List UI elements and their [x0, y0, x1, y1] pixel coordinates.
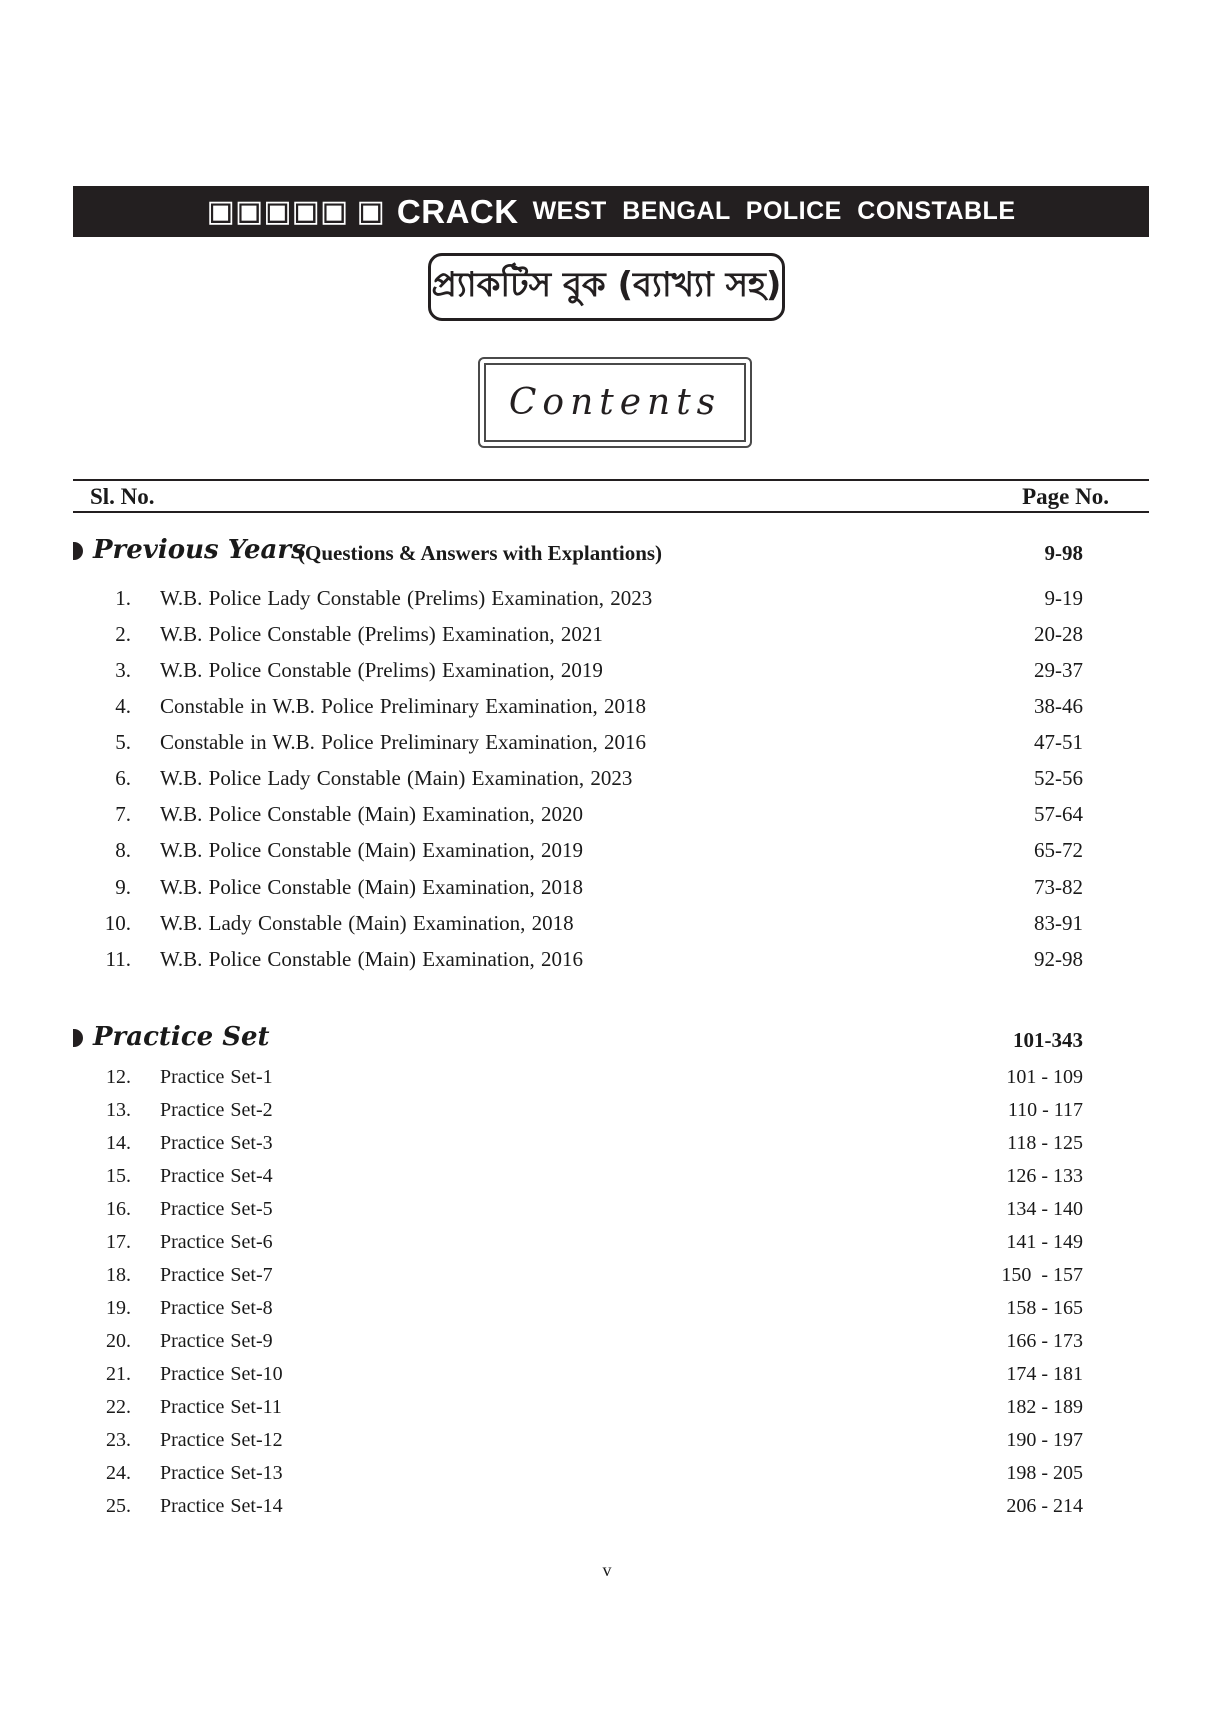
section-practice-set	[73, 1022, 1083, 1056]
entry-title: Practice Set-3	[160, 1132, 273, 1154]
entry-number: 13.	[106, 1099, 131, 1121]
entry-title: Practice Set-7	[160, 1264, 273, 1286]
bullet-icon	[73, 542, 83, 560]
entry-title: W.B. Police Constable (Prelims) Examination, 2019	[160, 658, 603, 682]
entry-title: Practice Set-2	[160, 1099, 273, 1121]
list-item	[73, 1429, 1083, 1459]
entry-number: 19.	[106, 1297, 131, 1319]
bullet-icon	[73, 1029, 83, 1047]
entry-title: W.B. Police Lady Constable (Prelims) Examination, 2023	[160, 586, 653, 610]
list-item	[73, 1132, 1083, 1162]
entry-number: 20.	[106, 1330, 131, 1352]
entry-title: Practice Set-1	[160, 1066, 273, 1088]
entry-number: 2.	[115, 622, 131, 646]
entry-pages: 29-37	[1034, 658, 1083, 682]
entry-pages: 118 - 125	[1007, 1132, 1083, 1154]
list-item	[73, 730, 1083, 760]
banner-rest: WEST BENGAL POLICE CONSTABLE	[532, 197, 1016, 225]
entry-title: Practice Set-4	[160, 1165, 273, 1187]
entry-title: Practice Set-9	[160, 1330, 273, 1352]
contents-frame	[478, 357, 752, 448]
header-serial: Sl. No.	[90, 484, 155, 509]
list-item	[73, 1363, 1083, 1393]
section-range: 9-98	[1044, 541, 1083, 565]
entry-pages: 141 - 149	[1006, 1231, 1083, 1253]
list-item	[73, 1297, 1083, 1327]
entry-number: 18.	[106, 1264, 131, 1286]
entry-title: Practice Set-6	[160, 1231, 273, 1253]
entry-pages: 73-82	[1034, 875, 1083, 899]
entry-title: Practice Set-10	[160, 1363, 283, 1385]
list-item	[73, 875, 1083, 905]
section-range: 101-343	[1013, 1028, 1083, 1052]
entry-pages: 38-46	[1034, 694, 1083, 718]
entry-pages: 52-56	[1034, 766, 1083, 790]
entry-pages: 158 - 165	[1006, 1297, 1083, 1319]
banner-crack: CRACK	[396, 192, 519, 230]
list-item	[73, 1165, 1083, 1195]
subtitle-box: প্র্যাকটিস বুক (ব্যাখ্যা সহ)	[428, 253, 785, 321]
entry-title: W.B. Police Constable (Main) Examination, 2016	[160, 947, 584, 971]
entry-pages: 110 - 117	[1007, 1099, 1083, 1121]
entry-number: 15.	[106, 1165, 131, 1187]
list-item	[73, 766, 1083, 796]
entry-title: Constable in W.B. Police Preliminary Examination, 2016	[160, 730, 647, 754]
entry-number: 22.	[106, 1396, 131, 1418]
list-item	[73, 1231, 1083, 1261]
list-item	[73, 1462, 1083, 1492]
entry-title: Practice Set-12	[160, 1429, 283, 1451]
entry-title: W.B. Police Constable (Prelims) Examination, 2021	[160, 622, 603, 646]
list-item	[73, 694, 1083, 724]
entry-pages: 206 - 214	[1006, 1495, 1083, 1517]
entry-title: Constable in W.B. Police Preliminary Examination, 2018	[160, 694, 647, 718]
entry-pages: 101 - 109	[1006, 1066, 1083, 1088]
list-item	[73, 838, 1083, 868]
entry-number: 14.	[106, 1132, 131, 1154]
entry-title: W.B. Police Lady Constable (Main) Examination, 2023	[160, 766, 633, 790]
entry-number: 1.	[115, 586, 131, 610]
section-title: Practice Set	[93, 1022, 270, 1052]
entry-number: 7.	[115, 802, 131, 826]
entry-pages: 92-98	[1034, 947, 1083, 971]
list-item	[73, 586, 1083, 616]
entry-number: 11.	[105, 947, 131, 971]
entry-pages: 57-64	[1034, 802, 1083, 826]
entry-number: 25.	[106, 1495, 131, 1517]
list-item	[73, 802, 1083, 832]
section-previous-years	[73, 535, 1083, 569]
entry-number: 5.	[115, 730, 131, 754]
entry-number: 16.	[106, 1198, 131, 1220]
entry-number: 24.	[106, 1462, 131, 1484]
list-item	[73, 1396, 1083, 1426]
list-item	[73, 1330, 1083, 1360]
list-item	[73, 622, 1083, 652]
entry-pages: 20-28	[1034, 622, 1083, 646]
list-item	[73, 1099, 1083, 1129]
section-note: (Questions & Answers with Explantions)	[298, 541, 663, 565]
list-item	[73, 1066, 1083, 1096]
entry-pages: 65-72	[1034, 838, 1083, 862]
list-item	[73, 658, 1083, 688]
entry-title: Practice Set-5	[160, 1198, 273, 1220]
banner-prefix: ▣▣▣▣▣ ▣	[206, 195, 385, 228]
entry-number: 10.	[104, 911, 131, 935]
entry-number: 9.	[115, 875, 131, 899]
entry-number: 12.	[106, 1066, 131, 1088]
entry-pages: 166 - 173	[1006, 1330, 1083, 1352]
list-item	[73, 911, 1083, 941]
title-banner	[73, 186, 1149, 237]
entry-number: 21.	[106, 1363, 131, 1385]
page-number: v	[602, 1560, 612, 1580]
section-title: Previous Years	[93, 535, 306, 565]
entry-pages: 9-19	[1044, 586, 1083, 610]
entry-pages: 190 - 197	[1006, 1429, 1083, 1451]
header-page: Page No.	[1022, 484, 1109, 509]
entry-title: W.B. Police Constable (Main) Examination, 2020	[160, 802, 584, 826]
entry-number: 23.	[106, 1429, 131, 1451]
list-item	[73, 1198, 1083, 1228]
entry-pages: 134 - 140	[1006, 1198, 1083, 1220]
entry-title: W.B. Police Constable (Main) Examination, 2018	[160, 875, 584, 899]
entry-title: Practice Set-11	[160, 1396, 282, 1418]
table-header	[73, 479, 1149, 513]
entry-title: Practice Set-13	[160, 1462, 283, 1484]
entry-pages: 174 - 181	[1006, 1363, 1083, 1385]
entry-number: 3.	[115, 658, 131, 682]
list-item	[73, 1264, 1083, 1294]
entry-pages: 182 - 189	[1006, 1396, 1083, 1418]
entry-pages: 126 - 133	[1006, 1165, 1083, 1187]
entry-pages: 198 - 205	[1006, 1462, 1083, 1484]
contents-title: Contents	[484, 363, 746, 442]
entry-title: W.B. Police Constable (Main) Examination, 2019	[160, 838, 584, 862]
entry-title: Practice Set-14	[160, 1495, 283, 1517]
entry-title: Practice Set-8	[160, 1297, 273, 1319]
entry-pages: 83-91	[1034, 911, 1083, 935]
entry-pages: 47-51	[1034, 730, 1083, 754]
list-item	[73, 947, 1083, 977]
entry-number: 17.	[106, 1231, 131, 1253]
entry-number: 4.	[115, 694, 131, 718]
entry-number: 8.	[115, 838, 131, 862]
list-item	[73, 1495, 1083, 1525]
entry-number: 6.	[115, 766, 131, 790]
entry-title: W.B. Lady Constable (Main) Examination, 2018	[160, 911, 574, 935]
entry-pages: 150 - 157	[1001, 1264, 1083, 1286]
